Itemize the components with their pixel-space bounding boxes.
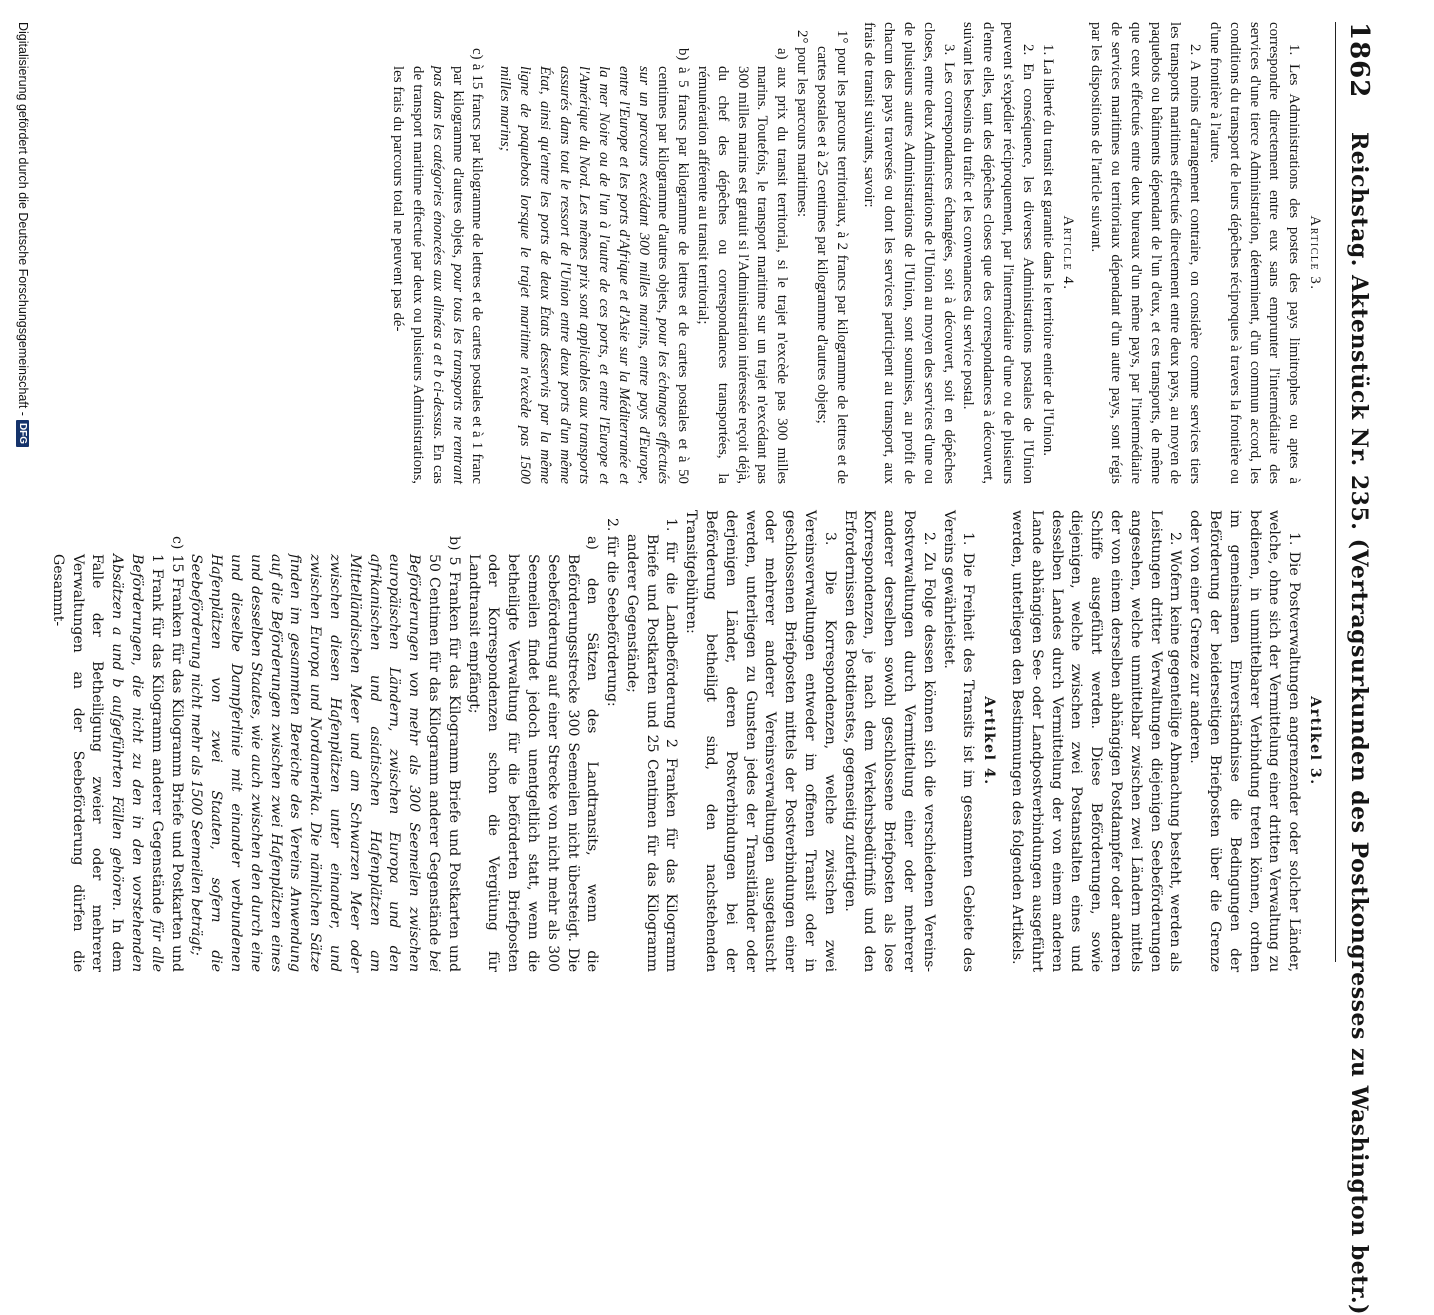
item-b-italic-de: bei Beförderungen von mehr als 300 Seemeilen zwischen europäischen Ländern, zwischen Europa und den afrikanischen und asiatischen Hafenplätzen am Mittelländischen Meer und am Schwarzen Meer oder zwischen diesen Hafenplätzen unter einander, und zwischen Europa und Nordamerika. Die nämlichen Sätze finden im gesammten Bereiche des Vereins Anwendung auf die Beförderungen zwischen zwei Hafenplätzen eines und desselben Staates, wie auch zwischen den durch eine und dieselbe Dampferlinie mit einander verbundenen Hafenplätzen von zwei Staaten, sofern die Seebeförderung nicht mehr als 1500 Seemeilen beträgt;	[188, 554, 442, 972]
item-c-text-de: c) 15 Franken für das Kilogramm Briefe und Postkarten und 1 Frank für das Kilogramm anderer Gegenstände	[148, 536, 185, 972]
article-3-paragraph-2-fr: 2. A moins d'arrangement contraire, on considère comme services tiers les transports maritimes effectués directement entre deux pays, au moyen de paquebots ou bâtiments dépendant de l'un d'eux, et ces transports, de même que ceux effectués entre deux bureaux d'un même pays, par l'intermédiaire de services maritimes ou territoriaux dépendant d'un autre pays, sont régis par les dispositions de l'article suivant.	[1088, 22, 1204, 484]
article-4-item-c-fr	[387, 22, 486, 484]
german-column	[47, 510, 1324, 972]
article-4-paragraph-2-fr: 2. En conséquence, les diverses Administrations postales de l'Union peuvent s'expédier réciproquement, par l'intermédiaire d'une ou de plusieurs d'entre elles, tant des dépêches closes que des correspondances à découvert, suivant les besoins du trafic et les convenances du service postal.	[960, 22, 1036, 484]
article-4-item-b-de	[186, 510, 463, 972]
article-4-item-1-fr: 1° pour les parcours territoriaux, à 2 francs par kilogramme de lettres et de cartes postales et à 25 centimes par kilogramme d'autres objets;	[813, 30, 850, 484]
article-4-item-a-fr: a) aux prix du transit territorial, si le trajet n'excède pas 300 milles marins. Toutefois, le transport maritime sur un trajet n'excédant pas 300 milles marins est gratuit si l'Administration intéressée reçoit déjà, du chef des dépêches ou correspondances transportées, la rémunération afférente au transit territorial;	[695, 48, 791, 484]
article-4-title-fr: Article 4.	[1060, 215, 1077, 291]
item-c-end-fr: En cas de transport maritime effectué par deux ou plusieurs Administrations, les frais du parcours total ne peuvent pas dé-	[390, 66, 446, 484]
credit-text: Digitalisierung gefördert durch die Deutsche Forschungsgemeinschaft -	[16, 22, 30, 416]
article-4-paragraph-1-de: 1. Die Freiheit des Transits ist im gesammten Gebiete des Vereins gewährleistet.	[940, 510, 977, 972]
running-title: Reichstag. Aktenstück Nr. 235. (Vertragsurkunden des Postkongresses zu Washington betr.)	[1346, 132, 1372, 1315]
page-number: 1862	[1344, 22, 1374, 99]
item-b-italic-fr: pour les échanges effectués sur un parcours excédant 300 milles marins, entre pays d'Europe, entre l'Europe et les ports d'Afrique et d'Asie sur la Méditerranée et la mer Noire ou de l'un à l'autre de ces ports, et entre l'Europe et l'Amérique du Nord. Les mêmes prix sont applicables aux transports assurés dans tout le ressort de l'Union entre deux ports d'un même État, ainsi qu'entre les ports de deux États desservis par la même ligne de paquebots lorsque le trajet maritime n'excède pas 1500 milles marins;	[497, 66, 672, 484]
article-3-title-fr: Article 3.	[1307, 215, 1323, 291]
article-4-item-2-de: 2. für die Seebeförderung:	[604, 518, 621, 707]
item-c-italic-de: für alle Beförderungen, die nicht zu den in den vorstehenden Absätzen a und b aufgeführten Fällen gehören.	[109, 554, 165, 972]
article-4-item-b-fr	[494, 22, 692, 484]
article-4-paragraph-3-de: 3. Die Korrespondenzen, welche zwischen zwei Vereinsverwaltungen entweder im offenen Transit oder in geschlossenen Briefposten mittels der Postverbindungen einer oder mehrerer anderer Vereinsverwaltungen ausgetauscht werden, unterliegen zu Gunsten jedes der Transitländer oder derjenigen Länder, deren Postverbindungen bei der Beförderung betheiligt sind, den nachstehenden Transitgebühren:	[683, 510, 838, 972]
article-4-item-c-de	[47, 510, 186, 972]
article-4-title-de: Artikel 4.	[981, 696, 998, 786]
item-c-end-de: In dem Falle der Betheiligung zweier oder mehrerer Verwaltungen an der Seebeförderung dürfen die Gesammt-	[49, 554, 126, 972]
article-4-paragraph-3-fr: 3. Les correspondances échangées, soit à découvert, soit en dépêches closes, entre deux Administrations de l'Union au moyen des services d'une ou de plusieurs autres Administrations de l'Union, sont soumises, au profit de chacun des pays traversés ou dont les services participent au transport, aux frais de transit suivants, savoir:	[861, 22, 957, 484]
article-3-paragraph-1-fr: 1. Les Administrations des postes des pays limitrophes ou aptes à correspondre directement entre eux sans emprunter l'intermédiaire des services d'une tierce Administration, déterminent, d'un commun accord, les conditions du transport de leurs dépêches réciproques à travers la frontière ou d'une frontière à l'autre.	[1207, 22, 1303, 484]
article-3-paragraph-1-de: 1. Die Postverwaltungen angrenzender oder solcher Länder, welche, ohne sich der Vermittelung einer dritten Verwaltung zu bedienen, in unmittelbarer Verbindung treten können, ordnen im gemeinsamen Einverständnisse die Bedingungen der Beförderung der beiderseitigen Briefposten über die Grenze oder von einer Grenze zur anderen.	[1187, 510, 1303, 972]
french-column	[387, 22, 1324, 484]
article-4-item-a-de: a) den Sätzen des Landtransits, wenn die Beförderungsstrecke 300 Seemeilen nicht übersteigt. Die Seebeförderung auf einer Strecke von nicht mehr als 300 Seemeilen findet jedoch unentgeltlich statt, wenn die betheiligte Verwaltung für die beförderten Briefposten oder Korrespondenzen schon die Vergütung für Landtransit empfängt;	[465, 536, 601, 972]
item-c-text-fr: c) à 15 francs par kilogramme de lettres et de cartes postales et à 1 franc par kilogramme d'autres objets,	[449, 48, 486, 484]
article-3-paragraph-2-de: 2. Wofern keine gegenteilige Abmachung besteht, werden als Leistungen dritter Verwaltungen diejenigen Seebeförderungen angesehen, welche unmittelbar zwischen zwei Ländern mittels der von einem derselben abhängigen Postdampfer oder anderen Schiffe ausgeführt werden. Diese Beförderungen, sowie diejenigen, welche zwischen zwei Postanstalten eines und desselben Landes durch Vermittelung der von einem anderen Lande abhängigen See- oder Landpostverbindungen ausgeführt werden, unterliegen den Bestimmungen des folgenden Artikels.	[1009, 510, 1184, 972]
article-4-paragraph-2-de: 2. Zu Folge dessen können sich die verschiedenen Vereins-Postverwaltungen durch Vermittelung einer oder mehrerer anderer derselben sowohl geschlossene Briefposten als lose Korrespondenzen, je nach dem Verkehrsbedürfniß und den Erfordernissen des Postdienstes, gegenseitig zufertigen.	[841, 510, 937, 972]
dfg-logo: DFG	[16, 420, 29, 447]
article-4-paragraph-1-fr: 1. La liberté du transit est garantie dans le territoire entier de l'Union.	[1039, 44, 1056, 457]
article-3-title-de: Artikel 3.	[1307, 696, 1323, 786]
item-b-text-fr: b) à 5 francs par kilogramme de lettres et de cartes postales et à 50 centimes par kilogramme d'autres objets,	[655, 48, 692, 484]
digitization-credit	[16, 22, 30, 962]
page-header	[1335, 22, 1376, 1315]
article-4-item-2-fr: 2° pour les parcours maritimes:	[794, 30, 811, 218]
item-c-italic-fr: pour tous les transports ne rentrant pas dans les catégories énoncées aux alinéas a et b ci-dessus.	[429, 66, 466, 484]
item-b-text-de: b) 5 Franken für das Kilogramm Briefe und Postkarten und 50 Centimen für das Kilogramm anderer Gegenstände	[425, 536, 462, 972]
article-4-item-1-de: 1. für die Landbeförderung 2 Franken für das Kilogramm Briefe und Postkarten und 25 Centimen für das Kilogramm anderer Gegenstände;	[623, 518, 680, 972]
